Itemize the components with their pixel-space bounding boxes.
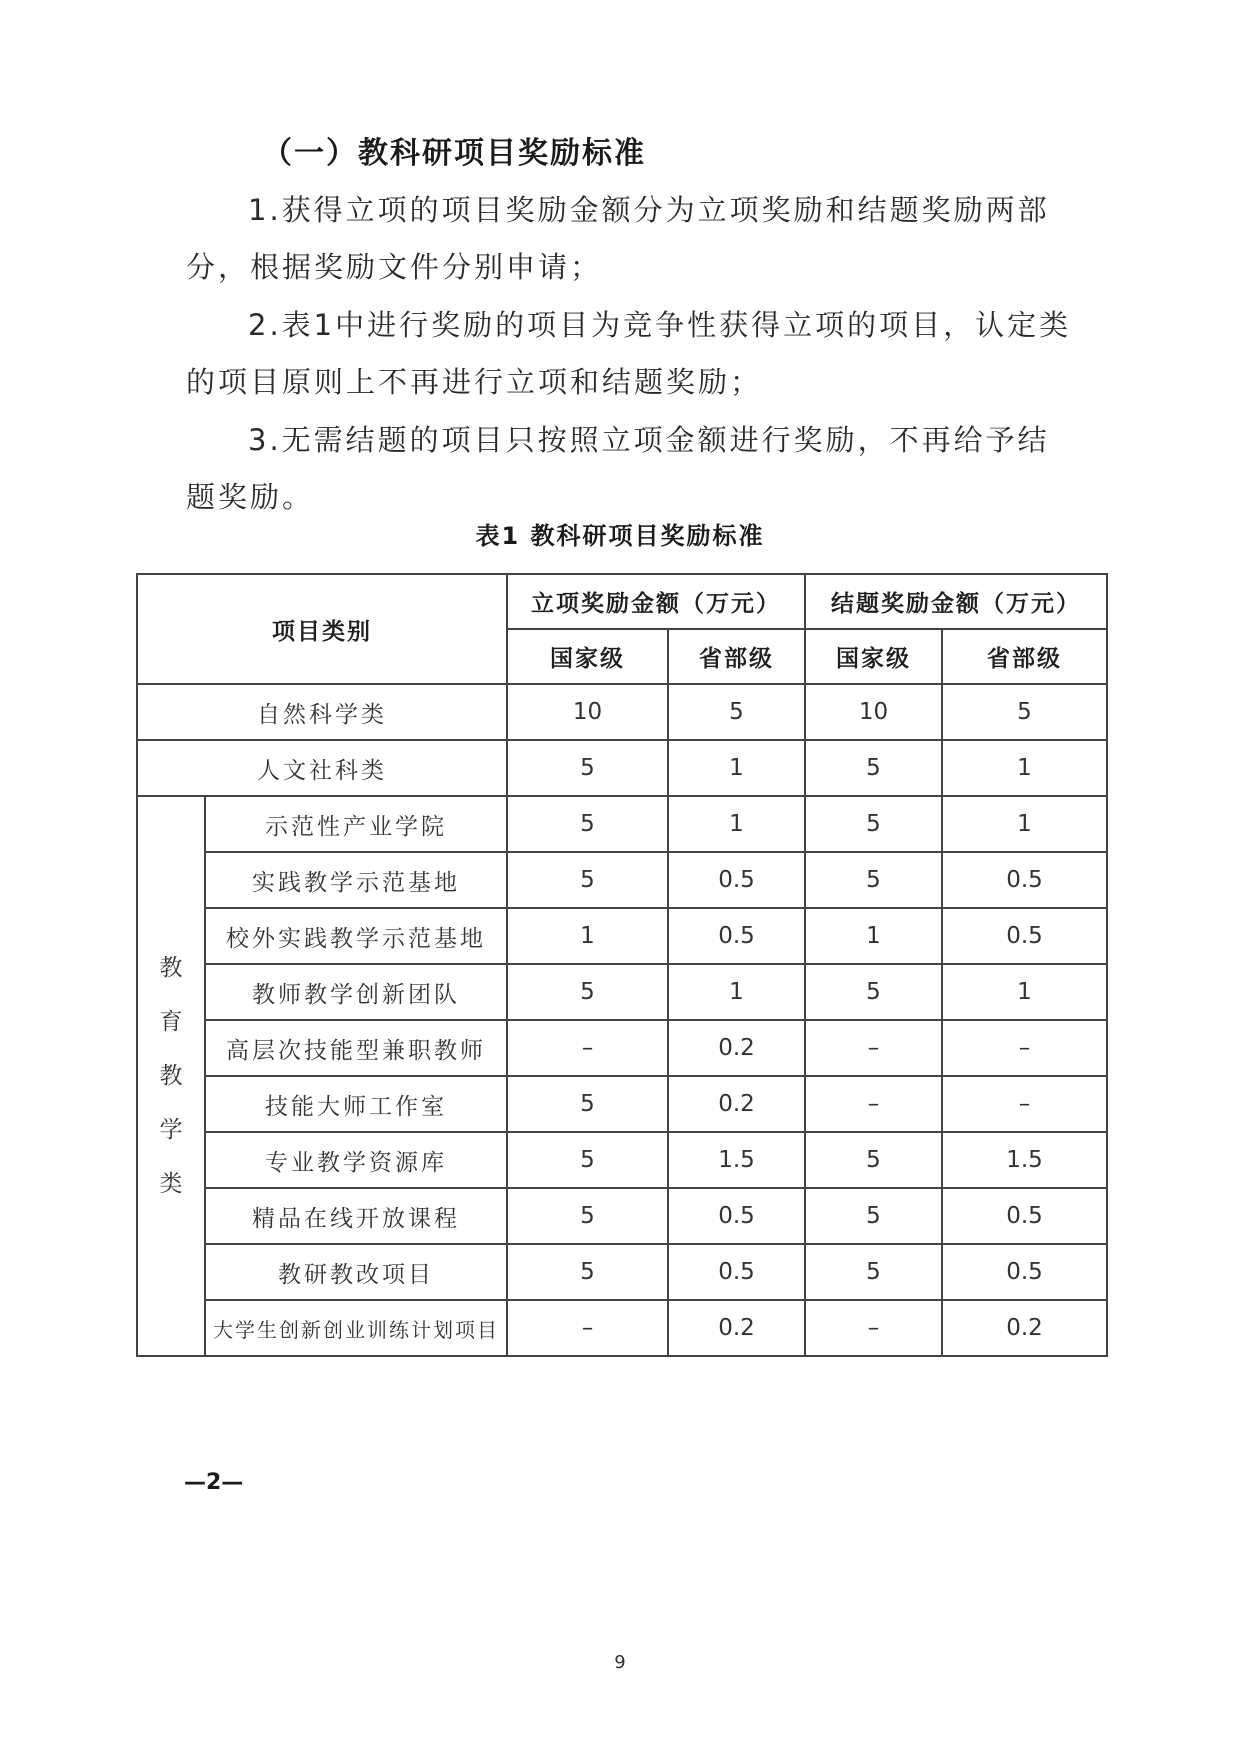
group-label-char: 育 — [159, 1009, 183, 1035]
row-label: 校外实践教学示范基地 — [205, 908, 507, 964]
cell-value: – — [507, 1300, 668, 1356]
row-label: 精品在线开放课程 — [205, 1188, 507, 1244]
paragraph-2: 2.表1中进行奖励的项目为竞争性获得立项的项目，认定类的项目原则上不再进行立项和结题奖励； — [186, 308, 1072, 399]
cell-value: 0.5 — [942, 1188, 1107, 1244]
cell-value: 5 — [805, 796, 942, 852]
row-label: 教师教学创新团队 — [205, 964, 507, 1020]
cell-value: 10 — [805, 684, 942, 740]
cell-value: 5 — [507, 852, 668, 908]
cell-value: 5 — [507, 1188, 668, 1244]
row-label: 大学生创新创业训练计划项目 — [205, 1300, 507, 1356]
cell-value: 5 — [507, 964, 668, 1020]
table-row — [137, 1244, 1107, 1300]
cell-value: – — [507, 1020, 668, 1076]
group-label-char: 学 — [159, 1117, 183, 1143]
cell-value: 10 — [507, 684, 668, 740]
table-row — [137, 852, 1107, 908]
cell-value: 1 — [942, 964, 1107, 1020]
cell-value: 0.5 — [668, 1244, 805, 1300]
table-row — [137, 796, 1107, 852]
cell-value: 0.5 — [942, 1244, 1107, 1300]
section-heading: （一）教科研项目奖励标准 — [262, 136, 646, 171]
cell-value: – — [805, 1020, 942, 1076]
table-row — [137, 740, 1107, 796]
cell-value: 1 — [668, 796, 805, 852]
cell-value: 5 — [507, 796, 668, 852]
table-caption: 表1 教科研项目奖励标准 — [475, 522, 765, 550]
group-label-char: 教 — [159, 955, 183, 981]
cell-value: 0.5 — [942, 852, 1107, 908]
group-label-char: 教 — [159, 1063, 183, 1089]
page-number: 9 — [614, 1652, 626, 1673]
row-label: 专业教学资源库 — [205, 1132, 507, 1188]
cell-value: – — [805, 1076, 942, 1132]
table-row — [137, 1076, 1107, 1132]
cell-value: 0.5 — [942, 908, 1107, 964]
cell-value: 1 — [805, 908, 942, 964]
cell-value: 0.5 — [668, 1188, 805, 1244]
cell-value: 1.5 — [942, 1132, 1107, 1188]
group-label-education-teaching — [137, 796, 205, 1356]
reward-standard-table — [136, 573, 1108, 1357]
header-approval-national: 国家级 — [507, 629, 668, 684]
header-completion-provincial: 省部级 — [942, 629, 1107, 684]
table-row — [137, 1300, 1107, 1356]
table-row — [137, 908, 1107, 964]
cell-value: 0.2 — [942, 1300, 1107, 1356]
cell-value: 0.2 — [668, 1020, 805, 1076]
paragraph-1: 1.获得立项的项目奖励金额分为立项奖励和结题奖励两部分，根据奖励文件分别申请； — [186, 193, 1050, 284]
cell-value: 5 — [507, 1076, 668, 1132]
cell-value: 1 — [942, 740, 1107, 796]
row-label: 实践教学示范基地 — [205, 852, 507, 908]
table-row — [137, 1132, 1107, 1188]
table-row — [137, 1020, 1107, 1076]
cell-value: – — [942, 1020, 1107, 1076]
cell-value: 5 — [805, 1188, 942, 1244]
table-header-row — [137, 574, 1107, 629]
cell-value: 0.5 — [668, 852, 805, 908]
cell-value: 5 — [805, 1132, 942, 1188]
header-category: 项目类别 — [137, 574, 507, 684]
cell-value: 1 — [507, 908, 668, 964]
row-label: 自然科学类 — [137, 684, 507, 740]
group-label-char: 类 — [159, 1171, 183, 1197]
cell-value: – — [805, 1300, 942, 1356]
row-label: 人文社科类 — [137, 740, 507, 796]
table-row — [137, 964, 1107, 1020]
page-marker: —2— — [184, 1470, 244, 1495]
paragraph-3: 3.无需结题的项目只按照立项金额进行奖励，不再给予结题奖励。 — [186, 423, 1050, 514]
cell-value: 0.5 — [668, 908, 805, 964]
cell-value: 1 — [942, 796, 1107, 852]
cell-value: 5 — [805, 852, 942, 908]
header-completion-group: 结题奖励金额（万元） — [805, 574, 1107, 629]
cell-value: 5 — [805, 1244, 942, 1300]
cell-value: 5 — [507, 1244, 668, 1300]
row-label: 教研教改项目 — [205, 1244, 507, 1300]
row-label: 示范性产业学院 — [205, 796, 507, 852]
cell-value: 5 — [942, 684, 1107, 740]
cell-value: 5 — [668, 684, 805, 740]
cell-value: 5 — [805, 964, 942, 1020]
header-completion-national: 国家级 — [805, 629, 942, 684]
cell-value: 1 — [668, 740, 805, 796]
cell-value: 5 — [507, 740, 668, 796]
header-approval-provincial: 省部级 — [668, 629, 805, 684]
row-label: 技能大师工作室 — [205, 1076, 507, 1132]
cell-value: – — [942, 1076, 1107, 1132]
cell-value: 0.2 — [668, 1300, 805, 1356]
table-row — [137, 1188, 1107, 1244]
cell-value: 5 — [507, 1132, 668, 1188]
row-label: 高层次技能型兼职教师 — [205, 1020, 507, 1076]
cell-value: 1.5 — [668, 1132, 805, 1188]
header-approval-group: 立项奖励金额（万元） — [507, 574, 805, 629]
cell-value: 0.2 — [668, 1076, 805, 1132]
cell-value: 5 — [805, 740, 942, 796]
cell-value: 1 — [668, 964, 805, 1020]
table-row — [137, 684, 1107, 740]
